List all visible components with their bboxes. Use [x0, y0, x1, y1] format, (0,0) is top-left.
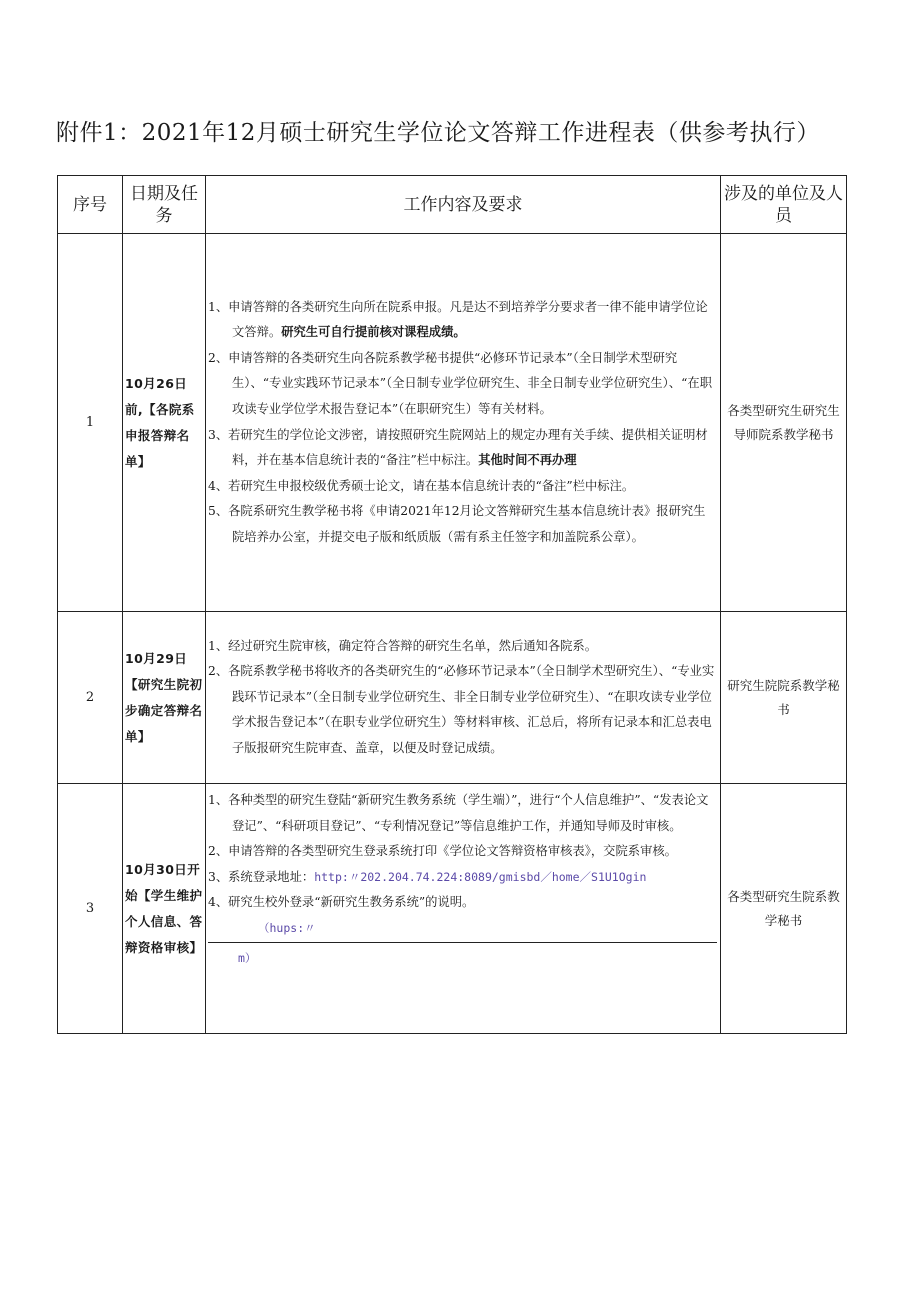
- page-title: 附件1：2021年12月硕士研究生学位论文答辩工作进程表（供参考执行）: [56, 120, 820, 146]
- row-date-task: 10月30日开始【学生维护个人信息、答辩资格审核】: [123, 784, 206, 1034]
- header-seq: 序号: [58, 176, 123, 234]
- system-login-link[interactable]: http:〃202.204.74.224:8089/gmisbd／home／S1U1Ogin: [314, 869, 647, 884]
- content-item: 5、各院系研究生教学秘书将《申请2021年12月论文答辩研究生基本信息统计表》报研究生院培养办公室，并提交电子版和纸质版（需有系主任签字和加盖院系公章）。: [208, 504, 706, 544]
- row-number: 3: [58, 784, 123, 1034]
- row-number: 2: [58, 612, 123, 784]
- row-number: 1: [58, 234, 123, 612]
- content-item: 3、若研究生的学位论文涉密，请按照研究生院网站上的规定办理有关手续、提供相关证明材料，并在基本信息统计表的“备注”栏中标注。其他时间不再办理: [208, 427, 708, 468]
- external-login-link-end[interactable]: m）: [238, 950, 257, 965]
- row-content: [206, 612, 721, 784]
- content-item: 1、各种类型的研究生登陆“新研究生教务系统（学生端）”，进行“个人信息维护”、“发表论文登记”、“科研项目登记”、“专利情况登记”等信息维护工作，并通知导师及时审核。: [208, 793, 709, 833]
- content-item: 2、各院系教学秘书将收齐的各类研究生的“必修环节记录本”（全日制学术型研究生）、“专业实践环节记录本”（全日制专业学位研究生、非全日制专业学位研究生）、“在职攻读专业学位学术报告登记本”（在职专业学位研究生）等材料审核、汇总后，将所有记录本和汇总表电子版报研究生院审查、盖章，以便及时登记成绩。: [208, 664, 715, 755]
- content-item: 4、若研究生申报校级优秀硕士论文，请在基本信息统计表的“备注”栏中标注。: [208, 478, 635, 493]
- header-content: 工作内容及要求: [206, 176, 721, 234]
- content-item: 3、系统登录地址：http:〃202.204.74.224:8089/gmisbd／home／S1U1Ogin: [208, 869, 647, 884]
- row-date-task: 10月29日【研究生院初步确定答辩名单】: [123, 612, 206, 784]
- header-date-task: 日期及任务: [123, 176, 206, 234]
- content-item: 1、申请答辩的各类研究生向所在院系申报。凡是达不到培养学分要求者一律不能申请学位论文答辩。研究生可自行提前核对课程成绩。: [208, 299, 708, 340]
- table-header-row: [58, 176, 847, 234]
- table-row: [58, 612, 847, 784]
- header-units: 涉及的单位及人员: [721, 176, 847, 234]
- schedule-table: [57, 175, 847, 1034]
- row-content: [206, 234, 721, 612]
- row-units: 研究生院院系教学秘书: [721, 612, 847, 784]
- row-units: 各类型研究生院系教学秘书: [721, 784, 847, 1034]
- content-item: 2、申请答辩的各类型研究生登录系统打印《学位论文答辩资格审核表》，交院系审核。: [208, 844, 677, 859]
- table-row: [58, 234, 847, 612]
- row-units: 各类型研究生研究生导师院系教学秘书: [721, 234, 847, 612]
- content-subcell: [208, 942, 717, 979]
- row-content: [206, 784, 721, 1034]
- table-row: [58, 784, 847, 1034]
- external-login-link[interactable]: （hups:〃: [258, 920, 316, 935]
- row-date-task: 10月26日前,【各院系申报答辩名单】: [123, 234, 206, 612]
- content-item: 1、经过研究生院审核，确定符合答辩的研究生名单，然后通知各院系。: [208, 638, 598, 653]
- content-item: [208, 916, 717, 942]
- content-item: 2、申请答辩的各类研究生向各院系教学秘书提供“必修环节记录本”（全日制学术型研究生）、“专业实践环节记录本”（全日制专业学位研究生、非全日制专业学位研究生）、“在职攻读专业学位学术报告登记本”（在职研究生）等有关材料。: [208, 350, 712, 416]
- content-item: 4、研究生校外登录“新研究生教务系统”的说明。: [208, 895, 475, 910]
